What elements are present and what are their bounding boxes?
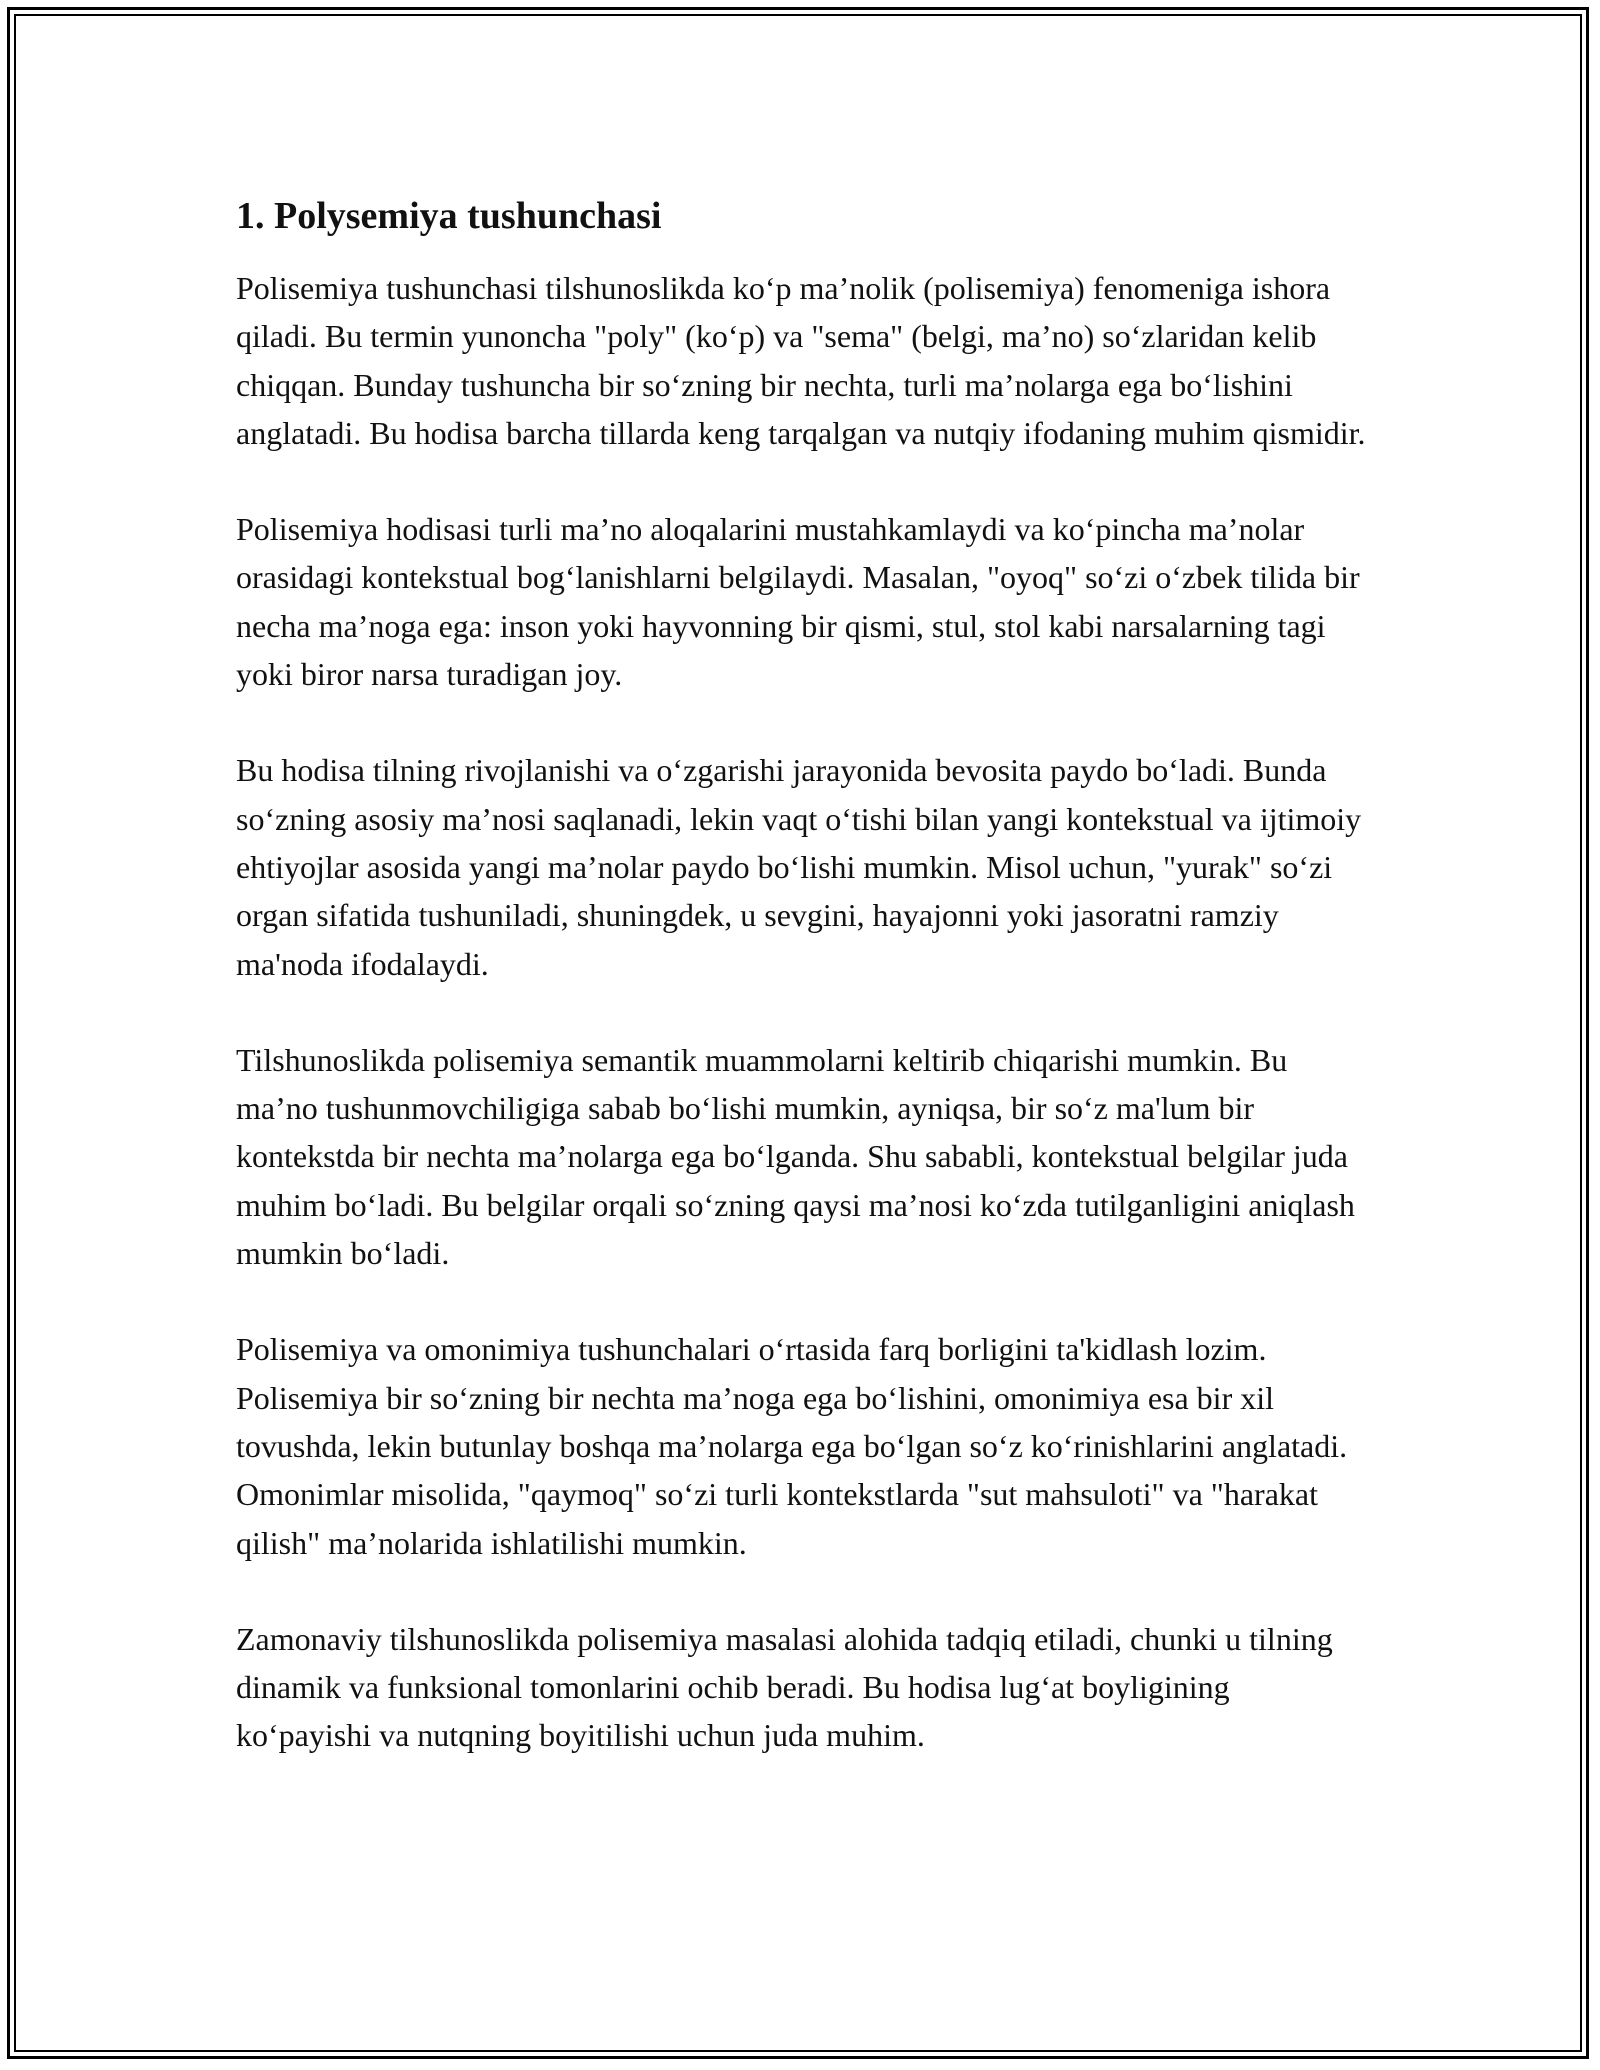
section-heading: 1. Polysemiya tushunchasi xyxy=(236,195,662,237)
paragraph-example-oyoq: Polisemiya hodisasi turli ma’no aloqalarini mustahkamlaydi va ko‘pincha ma’nolar orasidagi kontekstual bog‘lanishlarni belgilaydi. Masalan, "oyoq" so‘zi o‘zbek tilida bir necha ma’noga ega: inson yoki hayvonning bir qismi, stul, stol kabi narsalarning tagi yoki biror narsa turadigan joy. xyxy=(236,511,1360,693)
document-body xyxy=(236,188,1366,1808)
paragraph-definition: Polisemiya tushunchasi tilshunoslikda ko‘p ma’nolik (polisemiya) fenomeniga ishora qiladi. Bu termin yunoncha "poly" (ko‘p) va "sema" (belgi, ma’no) so‘zlaridan kelib chiqqan. Bunday tushuncha bir so‘zning bir nechta, turli ma’nolarga ega bo‘lishini anglatadi. Bu hodisa barcha tillarda keng tarqalgan va nutqiy ifodaning muhim qismidir. xyxy=(236,270,1366,451)
paragraph-development: Bu hodisa tilning rivojlanishi va o‘zgarishi jarayonida bevosita paydo bo‘ladi. Bunda so‘zning asosiy ma’nosi saqlanadi, lekin vaqt o‘tishi bilan yangi kontekstual va ijtimoiy ehtiyojlar asosida yangi ma’nolar paydo bo‘lishi mumkin. Misol uchun, "yurak" so‘zi organ sifatida tushuniladi, shuningdek, u sevgini, hayajonni yoki jasoratni ramziy ma'noda ifodalaydi. xyxy=(236,752,1362,982)
paragraph-modern-linguistics: Zamonaviy tilshunoslikda polisemiya masalasi alohida tadqiq etiladi, chunki u tilning dinamik va funksional tomonlarini ochib beradi. Bu hodisa lug‘at boyligining ko‘payishi va nutqning boyitilishi uchun juda muhim. xyxy=(236,1620,1333,1754)
paragraph-polysemy-vs-homonymy: Polisemiya va omonimiya tushunchalari o‘rtasida farq borligini ta'kidlash lozim. Polisemiya bir so‘zning bir nechta ma’noga ega bo‘lishini, omonimiya esa bir xil tovushda, lekin butunlay boshqa ma’nolarga ega bo‘lgan so‘z ko‘rinishlarini anglatadi. Omonimlar misolida, "qaymoq" so‘zi turli kontekstlarda "sut mahsuloti" va "harakat qilish" ma’nolarida ishlatilishi mumkin. xyxy=(236,1331,1348,1561)
paragraph-semantic-problems: Tilshunoslikda polisemiya semantik muammolarni keltirib chiqarishi mumkin. Bu ma’no tushunmovchiligiga sabab bo‘lishi mumkin, ayniqsa, bir so‘z ma'lum bir kontekstda bir nechta ma’nolarga ega bo‘lganda. Shu sababli, kontekstual belgilar juda muhim bo‘ladi. Bu belgilar orqali so‘zning qaysi ma’nosi ko‘zda tutilganligini aniqlash mumkin bo‘ladi. xyxy=(236,1041,1355,1272)
